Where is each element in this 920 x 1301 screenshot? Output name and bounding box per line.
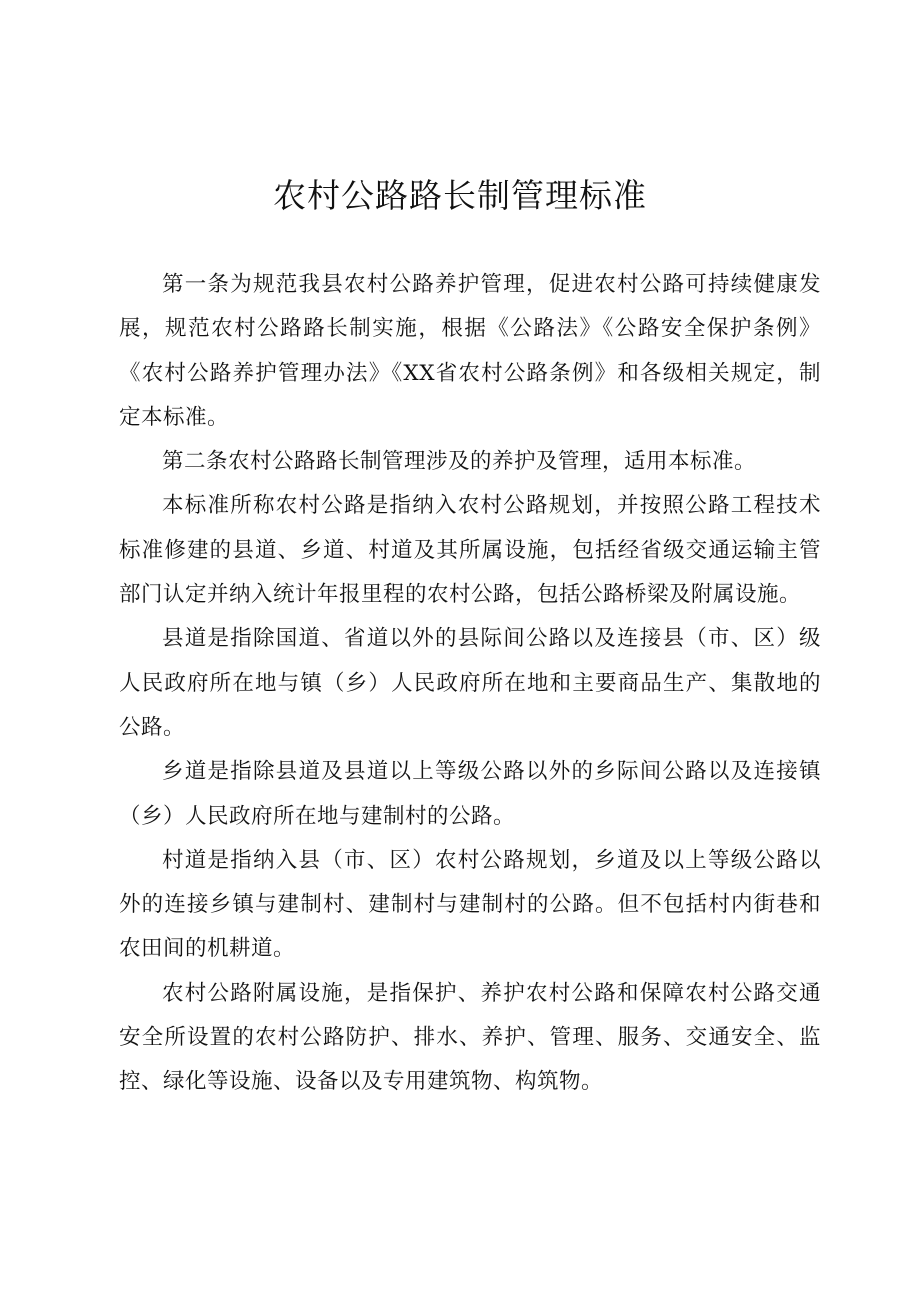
document-title: 农村公路路长制管理标准	[273, 176, 647, 215]
document-body	[119, 263, 821, 1105]
paragraph-village-road-definition: 村道是指纳入县（市、区）农村公路规划，乡道及以上等级公路以外的连接乡镇与建制村、建制村与建制村的公路。但不包括村内街巷和农田间的机耕道。	[119, 847, 821, 962]
paragraph-article-1: 第一条为规范我县农村公路养护管理，促进农村公路可持续健康发展，规范农村公路路长制实施，根据《公路法》《公路安全保护条例》《农村公路养护管理办法》《XX省农村公路条例》和各级相关规定，制定本标准。	[119, 272, 821, 430]
paragraph-county-road-definition: 县道是指除国道、省道以外的县际间公路以及连接县（市、区）级人民政府所在地与镇（乡）人民政府所在地和主要商品生产、集散地的公路。	[119, 626, 821, 740]
paragraph-ancillary-facilities-definition: 农村公路附属设施，是指保护、养护农村公路和保障农村公路交通安全所设置的农村公路防护、排水、养护、管理、服务、交通安全、监控、绿化等设施、设备以及专用建筑物、构筑物。	[119, 980, 821, 1095]
paragraph-article-2: 第二条农村公路路长制管理涉及的养护及管理，适用本标准。	[162, 449, 757, 475]
paragraph-township-road-definition: 乡道是指除县道及县道以上等级公路以外的乡际间公路以及连接镇（乡）人民政府所在地与建制村的公路。	[119, 759, 821, 829]
paragraph-rural-road-definition: 本标准所称农村公路是指纳入农村公路规划，并按照公路工程技术标准修建的县道、乡道、村道及其所属设施，包括经省级交通运输主管部门认定并纳入统计年报里程的农村公路，包括公路桥梁及附属设施。	[119, 493, 821, 608]
